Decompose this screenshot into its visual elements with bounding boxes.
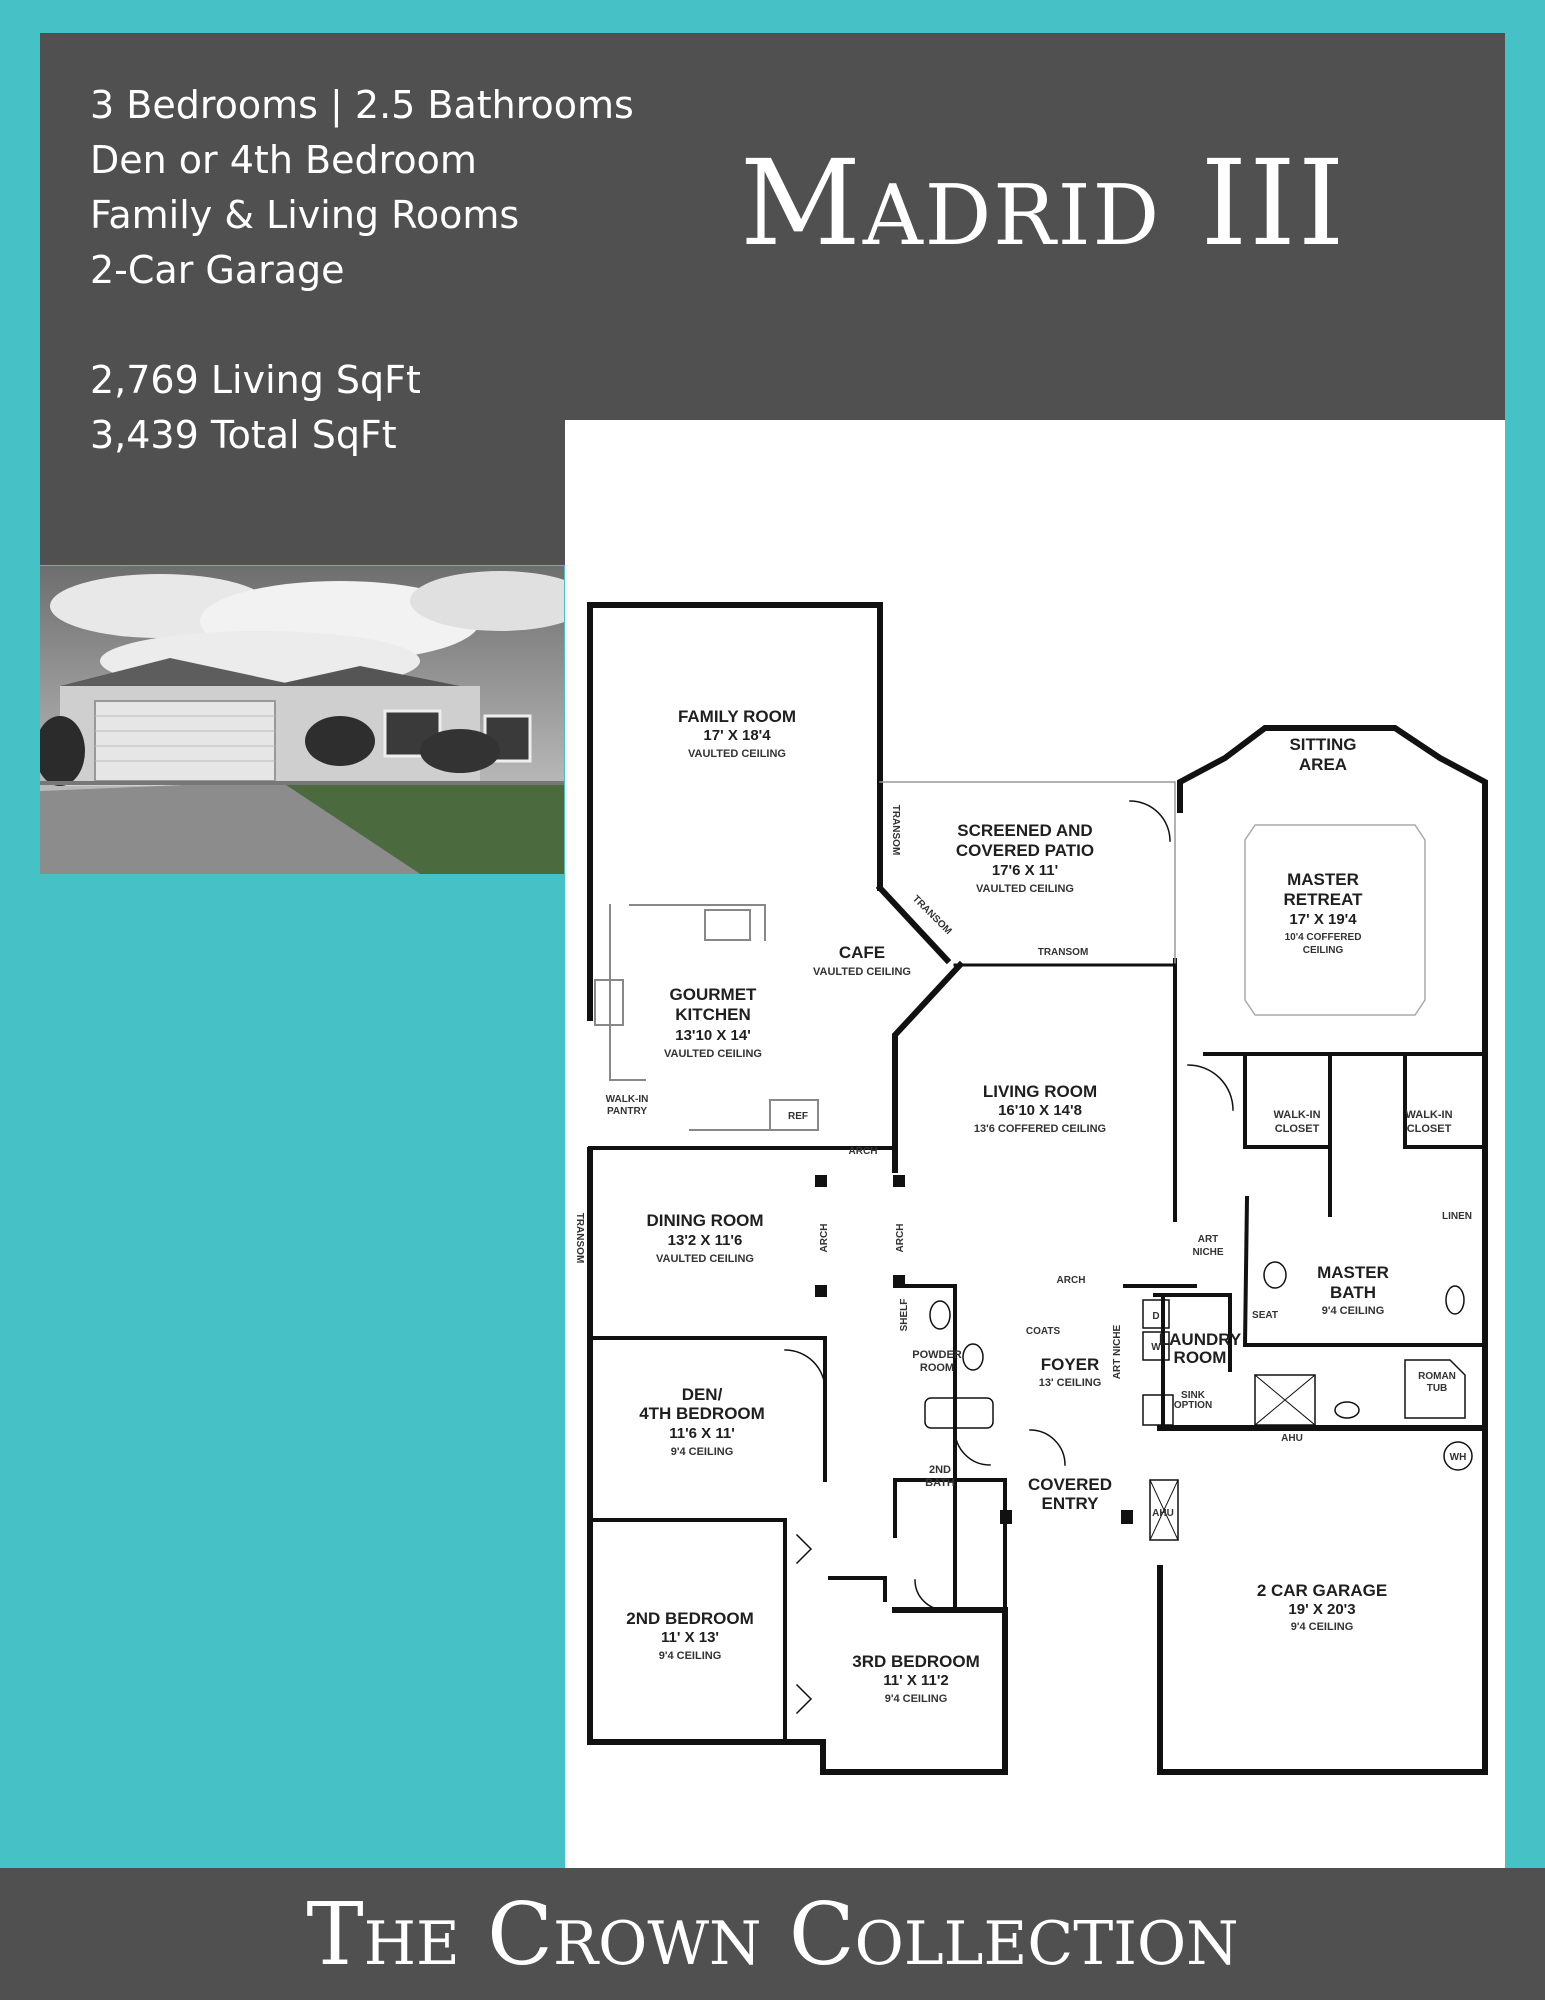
master-retreat-ceiling-2: CEILING: [1302, 945, 1344, 956]
laundry-label-1: LAUNDRY: [1158, 1330, 1242, 1349]
den-label-1: DEN/: [681, 1385, 723, 1404]
floorplan: [565, 420, 1505, 1868]
covered-entry-label-2: ENTRY: [1041, 1494, 1099, 1513]
ahu-label: AHU: [1281, 1433, 1303, 1444]
garage-label: 2 CAR GARAGE: [1256, 1581, 1388, 1600]
pantry-label-1: WALK-IN: [605, 1094, 649, 1105]
ahu-label-2: AHU: [1152, 1508, 1174, 1519]
master-retreat-ceiling-1: 10'4 COFFERED: [1284, 932, 1362, 943]
garage-dims: 19' X 20'3: [1288, 1601, 1356, 1618]
living-sqft: 2,769 Living SqFt: [90, 358, 421, 402]
den-dims: 11'6 X 11': [669, 1425, 735, 1442]
foyer-ceiling: 13' CEILING: [1038, 1377, 1102, 1389]
powder-room-label-1: POWDER: [912, 1349, 962, 1361]
closet-1-label-1: WALK-IN: [1273, 1109, 1321, 1121]
family-room-label: FAMILY ROOM: [677, 707, 797, 726]
total-sqft: 3,439 Total SqFt: [90, 413, 397, 457]
kitchen-label-2: KITCHEN: [675, 1005, 751, 1024]
kitchen-ceiling: VAULTED CEILING: [664, 1048, 762, 1060]
master-bath-label-1: MASTER: [1317, 1263, 1389, 1282]
closet-2-label-1: WALK-IN: [1405, 1109, 1453, 1121]
second-bedroom-dims: 11' X 13': [660, 1629, 720, 1646]
feature-gap: [90, 298, 634, 353]
collection-title: The Crown Collection: [306, 1885, 1239, 1985]
feature-den: Den or 4th Bedroom: [90, 138, 477, 182]
second-bedroom-ceiling: 9'4 CEILING: [658, 1650, 722, 1662]
sink-option-label-1: SINK: [1181, 1390, 1205, 1401]
second-bath-label-2: BATH: [925, 1477, 955, 1489]
art-niche-label-1: ART: [1197, 1234, 1219, 1245]
master-bath-ceiling: 9'4 CEILING: [1321, 1305, 1385, 1317]
art-niche-label-2: NICHE: [1192, 1247, 1224, 1258]
coats-label: COATS: [1025, 1326, 1061, 1337]
second-bedroom-label: 2ND BEDROOM: [626, 1609, 754, 1628]
sitting-area-label-2: AREA: [1298, 755, 1348, 774]
arch-label-1: ARCH: [848, 1146, 878, 1157]
patio-label-1: SCREENED AND: [957, 821, 1093, 840]
pantry-label-2: PANTRY: [607, 1106, 647, 1117]
closet-1-label-2: CLOSET: [1274, 1123, 1320, 1135]
arch-label-2: ARCH: [1056, 1275, 1086, 1286]
covered-entry-label-1: COVERED: [1027, 1475, 1113, 1494]
master-bath-label-2: BATH: [1330, 1283, 1376, 1302]
family-room-ceiling: VAULTED CEILING: [688, 748, 786, 760]
foyer-label: FOYER: [1040, 1355, 1100, 1374]
second-bath-label-1: 2ND: [928, 1464, 952, 1476]
feature-garage: 2-Car Garage: [90, 248, 345, 292]
model-title: Madrid III: [740, 134, 1347, 272]
feature-list: [90, 78, 634, 463]
transom-label-3: TRANSOM: [910, 893, 954, 937]
third-bedroom-ceiling: 9'4 CEILING: [884, 1693, 948, 1705]
patio-ceiling: VAULTED CEILING: [976, 883, 1074, 895]
third-bedroom-label: 3RD BEDROOM: [852, 1652, 980, 1671]
sitting-area-label-1: SITTING: [1289, 735, 1357, 754]
dining-room-label: DINING ROOM: [646, 1211, 764, 1230]
den-ceiling: 9'4 CEILING: [670, 1446, 734, 1458]
sink-option-label-2: OPTION: [1173, 1400, 1213, 1411]
powder-room-label-2: ROOM: [919, 1362, 955, 1374]
washer-label: W: [1151, 1342, 1161, 1353]
family-room-dims: 17' X 18'4: [703, 727, 771, 744]
living-room-label: LIVING ROOM: [982, 1082, 1098, 1101]
laundry-label-2: ROOM: [1173, 1348, 1227, 1367]
roman-tub-label-2: TUB: [1426, 1383, 1448, 1394]
patio-dims: 17'6 X 11': [991, 862, 1059, 879]
den-label-2: 4TH BEDROOM: [639, 1404, 765, 1423]
art-niche-2-label: ART NICHE: [1112, 1324, 1123, 1380]
third-bedroom-dims: 11' X 11'2: [883, 1672, 949, 1689]
transom-label-4: TRANSOM: [574, 1212, 585, 1264]
closet-2-label-2: CLOSET: [1406, 1123, 1452, 1135]
seat-label: SEAT: [1252, 1310, 1278, 1321]
transom-label-1: TRANSOM: [1037, 947, 1089, 958]
master-retreat-dims: 17' X 19'4: [1289, 911, 1357, 928]
roman-tub-label-1: ROMAN: [1418, 1371, 1456, 1382]
dining-room-ceiling: VAULTED CEILING: [656, 1253, 754, 1265]
living-room-dims: 16'10 X 14'8: [998, 1102, 1082, 1119]
shelf-label: SHELF: [899, 1298, 910, 1332]
living-room-ceiling: 13'6 COFFERED CEILING: [973, 1123, 1107, 1135]
wh-label: WH: [1449, 1452, 1467, 1463]
master-retreat-label-2: RETREAT: [1283, 890, 1363, 909]
house-photo: [40, 566, 564, 874]
cafe-ceiling: VAULTED CEILING: [813, 966, 911, 978]
kitchen-dims: 13'10 X 14': [675, 1027, 751, 1044]
feature-bedrooms: 3 Bedrooms | 2.5 Bathrooms: [90, 83, 634, 127]
dining-room-dims: 13'2 X 11'6: [667, 1232, 743, 1249]
garage-ceiling: 9'4 CEILING: [1290, 1621, 1354, 1633]
ref-label: REF: [788, 1111, 808, 1122]
kitchen-label-1: GOURMET: [669, 985, 757, 1004]
arch-label-3: ARCH: [819, 1223, 830, 1253]
transom-label-2: TRANSOM: [890, 804, 901, 856]
feature-rooms: Family & Living Rooms: [90, 193, 520, 237]
linen-label: LINEN: [1442, 1211, 1472, 1222]
arch-label-4: ARCH: [895, 1223, 906, 1253]
master-retreat-label-1: MASTER: [1287, 870, 1359, 889]
patio-label-2: COVERED PATIO: [955, 841, 1095, 860]
dryer-label: D: [1152, 1311, 1160, 1322]
cafe-label: CAFE: [838, 943, 886, 962]
